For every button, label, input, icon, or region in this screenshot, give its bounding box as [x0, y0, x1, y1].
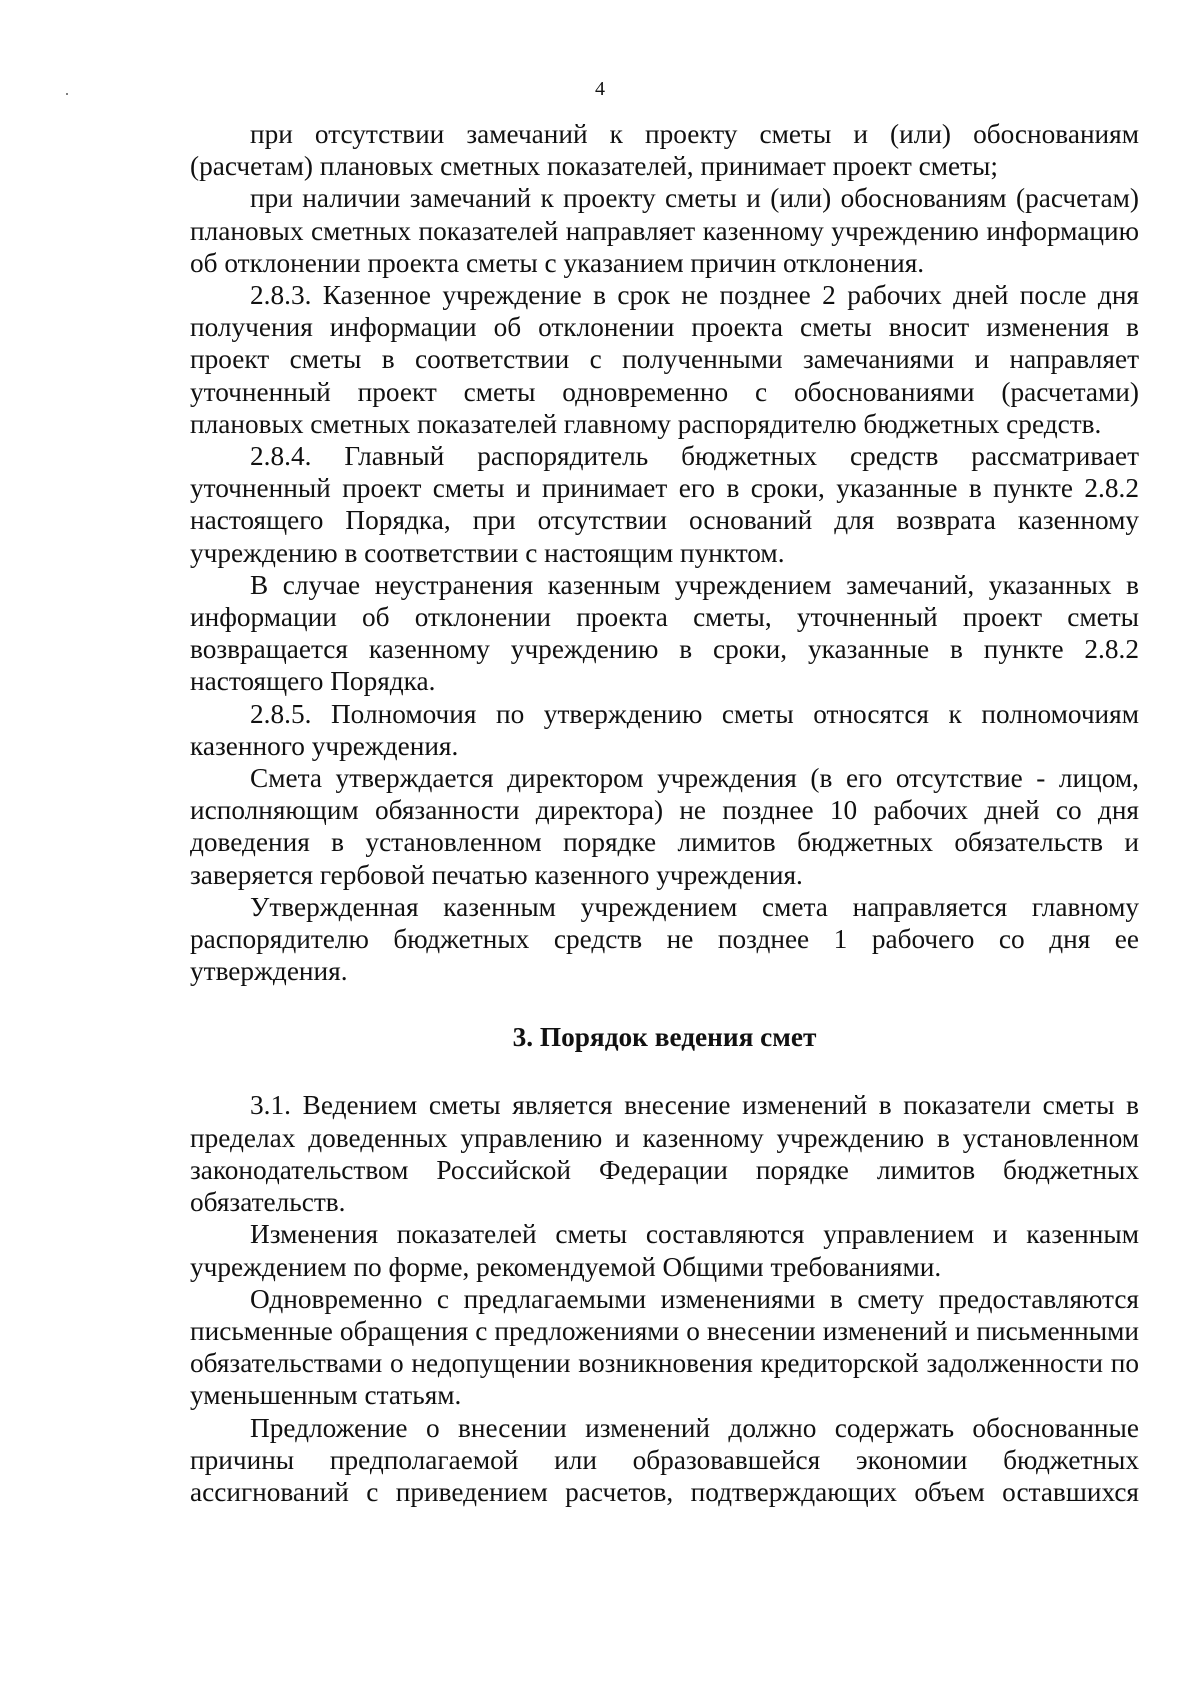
paragraph-3-1: 3.1. Ведением сметы является внесение изменений в показатели сметы в пределах доведенных управлению и казенному учреждению в установленном законодательством Российской Федерации порядке лимитов бюджетных обязательств.	[190, 1090, 1139, 1218]
page-number: 4	[595, 78, 605, 100]
paragraph-no-remarks: при отсутствии замечаний к проекту сметы и (или) обоснованиям (расчетам) плановых сметных показателей, принимает проект сметы;	[190, 119, 1139, 182]
section-heading: 3. Порядок ведения смет	[512, 1022, 817, 1053]
paragraph-2-8-5: 2.8.5. Полномочия по утверждению сметы относятся к полномочиям казенного учреждения.	[190, 698, 1139, 761]
paragraph-non-elimination: В случае неустранения казенным учреждением замечаний, указанных в информации об отклонении проекта сметы, уточненный проект сметы возвращается казенному учреждению в сроки, указанные в пункте 2.8.2 настоящего Порядка.	[190, 569, 1139, 697]
paragraph-approved-estimate: Утвержденная казенным учреждением смета направляется главному распорядителю бюджетных средств не позднее 1 рабочего со дня ее утверждения.	[190, 891, 1139, 987]
paragraph-changes-form: Изменения показателей сметы составляются управлением и казенным учреждением по форме, рекомендуемой Общими требованиями.	[190, 1219, 1139, 1282]
paragraph-with-remarks: при наличии замечаний к проекту сметы и (или) обоснованиям (расчетам) плановых сметных показателей направляет казенному учреждению информацию об отклонении проекта сметы с указанием причин отклонения.	[190, 183, 1139, 278]
paragraph-2-8-4: 2.8.4. Главный распорядитель бюджетных средств рассматривает уточненный проект сметы и принимает его в сроки, указанные в пункте 2.8.2 настоящего Порядка, при отсутствии оснований для возврата казенному учреждению в соответствии с настоящим пунктом.	[190, 441, 1139, 568]
paragraph-2-8-3: 2.8.3. Казенное учреждение в срок не позднее 2 рабочих дней после дня получения информации об отклонении проекта сметы вносит изменения в проект сметы в соответствии с полученными замечаниями и направляет уточненный проект сметы одновременно с обоснованиями (расчетами) плановых сметных показателей главному распорядителю бюджетных средств.	[190, 280, 1139, 439]
paragraph-simultaneous-changes: Одновременно с предлагаемыми изменениями в смету предоставляются письменные обращения с предложениями о внесении изменений и письменными обязательствами о недопущении возникновения кредиторской задолженности по уменьшенным статьям.	[190, 1283, 1139, 1411]
document-body	[190, 118, 1139, 1508]
paragraph-approval-director: Смета утверждается директором учреждения (в его отсутствие - лицом, исполняющим обязанности директора) не позднее 10 рабочих дней со дня доведения в установленном порядке лимитов бюджетных обязательств и заверяется гербовой печатью казенного учреждения.	[190, 763, 1139, 890]
paragraph-proposal-content: Предложение о внесении изменений должно содержать обоснованные причины предполагаемой или образовавшейся экономии бюджетных ассигнований с приведением расчетов, подтверждающих объем оставшихся	[190, 1412, 1139, 1507]
